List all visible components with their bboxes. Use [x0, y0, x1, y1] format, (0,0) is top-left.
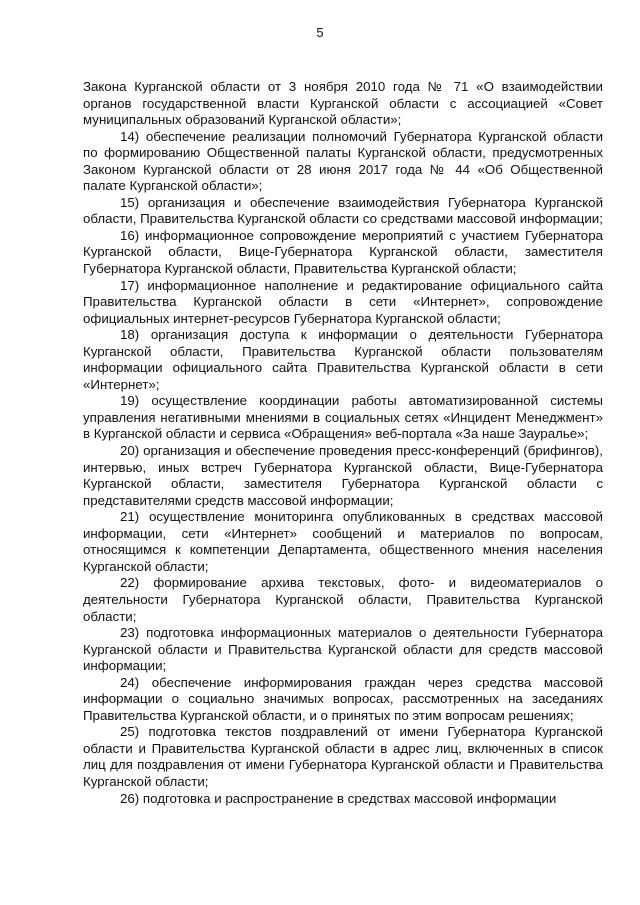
document-body	[83, 79, 603, 807]
paragraph-item-26: 26) подготовка и распространение в средствах массовой информации	[120, 790, 557, 806]
paragraph-item-18: 18) организация доступа к информации о деятельности Губернатора Курганской области, Правительства Курганской области пользователям информации официального сайта Правительства Курганской области в сети «Интернет»;	[83, 327, 603, 392]
paragraph-item-20: 20) организация и обеспечение проведения пресс-конференций (брифингов), интервью, иных встреч Губернатора Курганской области, Вице-Губернатора Курганской области, заместителя Губернатора Курганской области с представителями средств массовой информации;	[83, 443, 603, 508]
paragraph-item-23: 23) подготовка информационных материалов о деятельности Губернатора Курганской области и Правительства Курганской области для средств массовой информации;	[83, 625, 603, 674]
paragraph-item-16: 16) информационное сопровождение мероприятий с участием Губернатора Курганской области, Вице-Губернатора Курганской области, заместителя Губернатора Курганской области, Правительства Курганской области;	[83, 227, 603, 277]
page-number: 5	[316, 25, 324, 40]
paragraph-item-19: 19) осуществление координации работы автоматизированной системы управления негативными мнениями в социальных сетях «Инцидент Менеджмент» в Курганской области и сервиса «Обращения» веб-портала «За наше Зауралье»;	[83, 393, 603, 442]
paragraph-item-22: 22) формирование архива текстовых, фото- и видеоматериалов о деятельности Губернатора Курганской области, Правительства Курганской области;	[83, 575, 603, 624]
paragraph-item-15: 15) организация и обеспечение взаимодействия Губернатора Курганской области, Правительства Курганской области со средствами массовой информации;	[83, 194, 603, 227]
paragraph-item-25: 25) подготовка текстов поздравлений от имени Губернатора Курганской области и Правительства Курганской области в адрес лиц, включенных в список лиц для поздравления от имени Губернатора Курганской области и Правительства Курганской области;	[83, 724, 603, 789]
paragraph-item-17: 17) информационное наполнение и редактирование официального сайта Правительства Курганской области в сети «Интернет», сопровождение официальных интернет-ресурсов Губернатора Курганской области;	[83, 277, 603, 326]
paragraph-item-24: 24) обеспечение информирования граждан через средства массовой информации о социально значимых вопросах, рассмотренных на заседаниях Правительства Курганской области, и о принятых по этим вопросам решениях;	[83, 674, 603, 723]
paragraph-item-14: 14) обеспечение реализации полномочий Губернатора Курганской области по формированию Общественной палаты Курганской области, предусмотренных Законом Курганской области от 28 июня 2017 года № 44 «Об Общественной палате Курганской области»;	[83, 128, 603, 194]
paragraph-item-21: 21) осуществление мониторинга опубликованных в средствах массовой информации, сети «Интернет» сообщений и материалов по вопросам, относящимся к компетенции Департамента, общественного мнения населения Курганской области;	[83, 509, 603, 574]
paragraph-continuation: Закона Курганской области от 3 ноября 2010 года № 71 «О взаимодействии органов государственной власти Курганской области с ассоциацией «Совет муниципальных образований Курганской области»;	[83, 79, 603, 128]
